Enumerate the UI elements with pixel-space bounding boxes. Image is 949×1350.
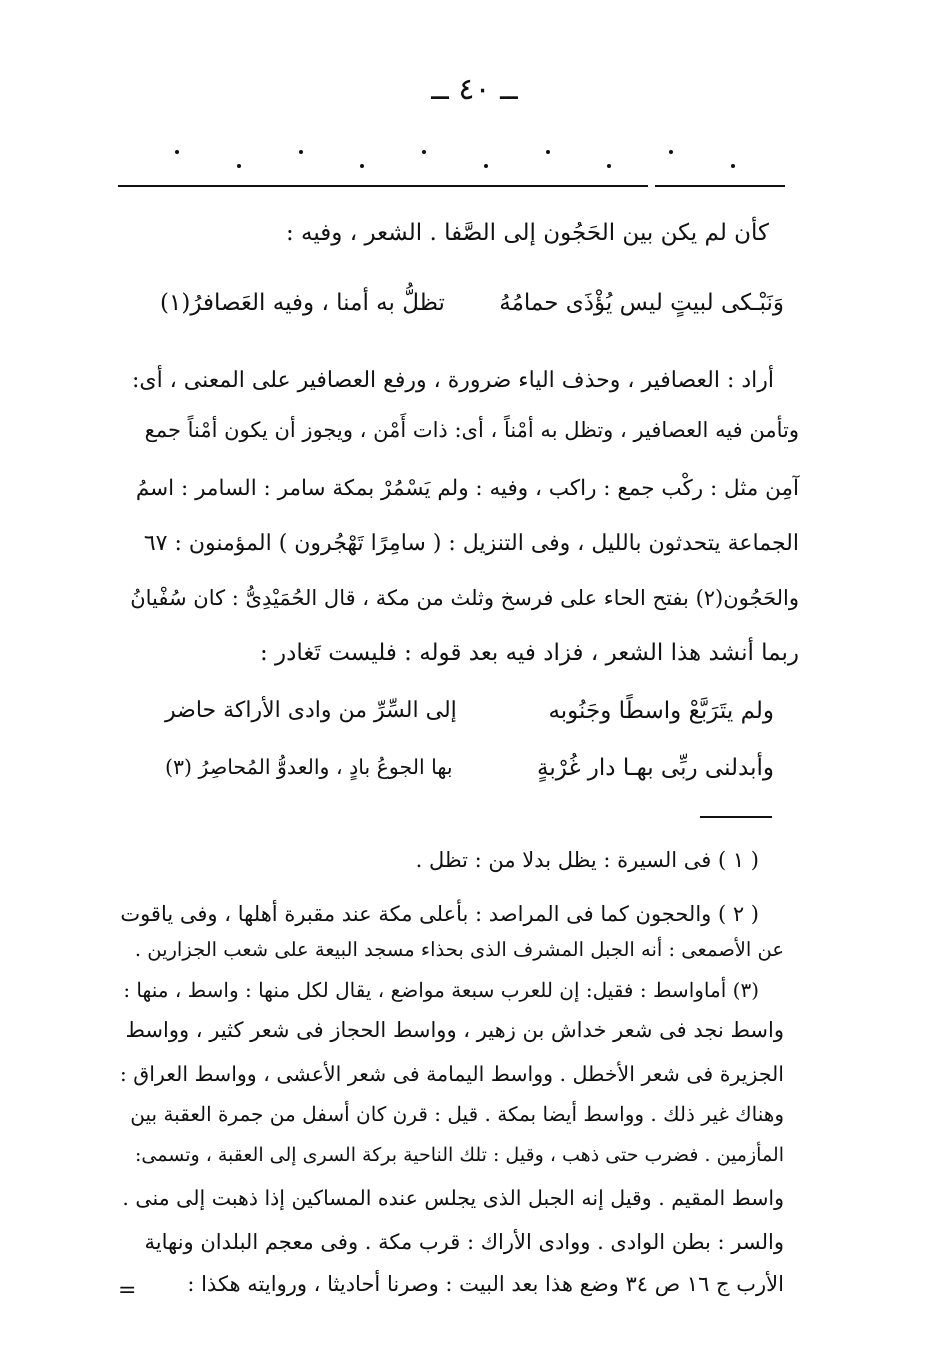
ornament-dot (731, 164, 735, 168)
continuation-mark: = (118, 1278, 137, 1303)
ornament-dots (175, 150, 735, 168)
verse-2-second-hemistich: إلى السِّرِّ من وادى الأراكة حاضر (165, 698, 457, 723)
ornament-dot (237, 164, 241, 168)
ornament-dot (175, 150, 179, 154)
footnote-line: عن الأصمعى : أنه الجبل المشرف الذى بحذاء مسجد البيعة على شعب الجزارين . (134, 938, 784, 961)
ornament-dot (299, 150, 303, 154)
footnote-line: (٣) أماواسط : فقيل: إن للعرب سبعة مواضع ، يقال لكل منها : واسط ، منها : (123, 978, 759, 1002)
verse-1-second-hemistich: تظلُّ به أمنا ، وفيه العَصافرُ(١) (160, 290, 445, 316)
header-rule (655, 185, 785, 187)
prose-line: آمِن مثل : ركْب جمع : راكب ، وفيه : ولم يَسْمُرْ بمكة سامر : السامر : اسمُ (135, 476, 799, 501)
prose-line: والحَجُون(٢) بفتح الحاء على فرسخ وثلث من مكة ، قال الحُمَيْدِىُّ : كان سُفْيانُ (130, 586, 799, 610)
footnote-line: واسط المقيم . وقيل إنه الجبل الذى يجلس عنده المساكين إذا ذهبت إلى منى . (122, 1186, 784, 1210)
ornament-dot (607, 164, 611, 168)
ornament-dot (484, 164, 488, 168)
footnote-line: ( ٢ ) والحجون كما فى المراصد : بأعلى مكة عند مقبرة أهلها ، وفى ياقوت (120, 902, 759, 926)
footnote-line: الجزيرة فى شعر الأخطل . وواسط اليمامة فى شعر الأعشى ، وواسط العراق : (119, 1062, 784, 1086)
verse-2-first-hemistich: ولم يتَرَبَّعْ واسطًا وجَنُوبه (548, 698, 774, 724)
header-rule (118, 185, 648, 187)
verse-3-first-hemistich: وأبدلنى ربِّى بهـا دار غُرْبةٍ (537, 755, 774, 781)
verse-3-second-hemistich: بها الجوعُ بادٍ ، والعدوُّ المُحاصِرُ (٣) (165, 755, 453, 779)
ornament-dot (669, 150, 673, 154)
footnote-line: المأزمين . فضرب حتى ذهب ، وقيل : تلك الناحية بركة السرى إلى العقبة ، وتسمى: (135, 1144, 784, 1166)
prose-line: أراد : العصافير ، وحذف الياء ضرورة ، ورفع العصافير على المعنى ، أى: (131, 368, 774, 393)
intro-line: كأن لم يكن بين الحَجُون إلى الصَّفا . الشعر ، وفيه : (285, 220, 769, 246)
prose-line: وتأمن فيه العصافير ، وتظل به أمْناً ، أى: ذات أَمْن ، ويجوز أن يكون أمْناً جمع (144, 418, 799, 442)
ornament-dot (422, 150, 426, 154)
ornament-dot (360, 164, 364, 168)
prose-line: ربما أنشد هذا الشعر ، فزاد فيه بعد قوله : فليست تَغادر : (259, 640, 799, 666)
prose-line: الجماعة يتحدثون بالليل ، وفى التنزيل : ( سامِرًا تَهْجُرون ) المؤمنون : ٦٧ (143, 531, 799, 556)
footnote-line: ( ١ ) فى السيرة : يظل بدلا من : تظل . (415, 848, 759, 872)
footnote-line: والسر : بطن الوادى . ووادى الأراك : قرب مكة . وفى معجم البلدان ونهاية (144, 1230, 784, 1254)
footnote-line: وهناك غير ذلك . وواسط أيضا بمكة . قيل : قرن كان أسفل من جمرة العقبة بين (130, 1102, 784, 1126)
verse-1-first-hemistich: وَنَبْـكى لبيتٍ ليس يُؤْذَى حمامُهُ (499, 290, 784, 316)
footnote-line: الأرب ج ١٦ ص ٣٤ وضع هذا بعد البيت : وصرنا أحاديثا ، وروايته هكذا : (187, 1272, 784, 1296)
ornament-dot (546, 150, 550, 154)
page-number: ــ ٤٠ ــ (431, 72, 518, 107)
footnote-line: واسط نجد فى شعر خداش بن زهير ، وواسط الحجاز فى شعر كثير ، وواسط (125, 1018, 784, 1042)
footnote-separator (700, 816, 772, 818)
